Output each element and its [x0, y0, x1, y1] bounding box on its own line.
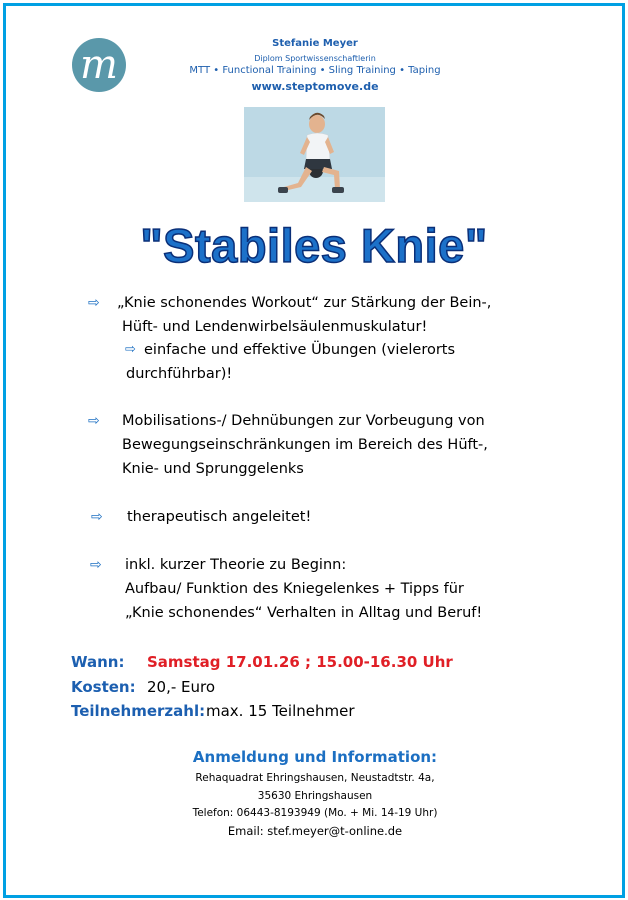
bullet-4-line-3: „Knie schonendes“ Verhalten in Alltag und Beruf! — [125, 605, 483, 621]
contact-phone: Telefon: 06443-8193949 (Mo. + Mi. 14-19 Uhr) — [192, 807, 438, 819]
contact-email[interactable]: Email: stef.meyer@t-online.de — [227, 824, 403, 838]
trainer-name: Stefanie Meyer — [272, 38, 358, 49]
when-label: Wann: — [71, 653, 125, 671]
bullet-1-sub-line-2: durchführbar)! — [126, 366, 233, 382]
contact-title: Anmeldung und Information: — [192, 748, 438, 766]
bullet-2-line-3: Knie- und Sprunggelenks — [122, 461, 304, 477]
logo-m-icon: m — [72, 38, 126, 92]
participants-value: max. 15 Teilnehmer — [206, 702, 355, 720]
page-title: "Stabiles Knie" — [140, 219, 488, 272]
sub-arrow-right-icon: ⇨ — [125, 342, 136, 357]
exercise-photo — [244, 107, 385, 202]
cost-value: 20,- Euro — [147, 678, 216, 696]
services-line: MTT • Functional Training • Sling Training • Taping — [189, 65, 441, 76]
when-value: Samstag 17.01.26 ; 15.00-16.30 Uhr — [147, 653, 453, 671]
bullet-1-line-1: „Knie schonendes Workout“ zur Stärkung der Bein-, — [117, 295, 492, 311]
contact-address-1: Rehaquadrat Ehringshausen, Neustadtstr. 4a, — [195, 772, 435, 784]
participants-label: Teilnehmerzahl: — [71, 702, 206, 720]
bullet-1-sub-line-1: einfache und effektive Übungen (vielerorts — [144, 342, 456, 358]
bullet-3-line-1: therapeutisch angeleitet! — [127, 509, 312, 525]
arrow-right-icon: ⇨ — [91, 509, 103, 525]
bullet-4-line-1: inkl. kurzer Theorie zu Beginn: — [125, 557, 347, 573]
trainer-profession: Diplom Sportwissenschaftlerin — [254, 54, 376, 63]
website-link[interactable]: www.steptomove.de — [251, 80, 379, 93]
contact-address-2: 35630 Ehringshausen — [257, 790, 373, 802]
bullet-2-line-1: Mobilisations-/ Dehnübungen zur Vorbeugung von — [122, 413, 485, 429]
cost-label: Kosten: — [71, 678, 136, 696]
bullet-1-line-2: Hüft- und Lendenwirbelsäulenmuskulatur! — [122, 319, 428, 335]
arrow-right-icon: ⇨ — [88, 295, 100, 311]
bullet-4-line-2: Aufbau/ Funktion des Kniegelenkes + Tipps für — [125, 581, 464, 597]
arrow-right-icon: ⇨ — [90, 557, 102, 573]
lunge-figure-icon — [244, 107, 385, 202]
arrow-right-icon: ⇨ — [88, 413, 100, 429]
bullet-2-line-2: Bewegungseinschränkungen im Bereich des Hüft-, — [122, 437, 488, 453]
